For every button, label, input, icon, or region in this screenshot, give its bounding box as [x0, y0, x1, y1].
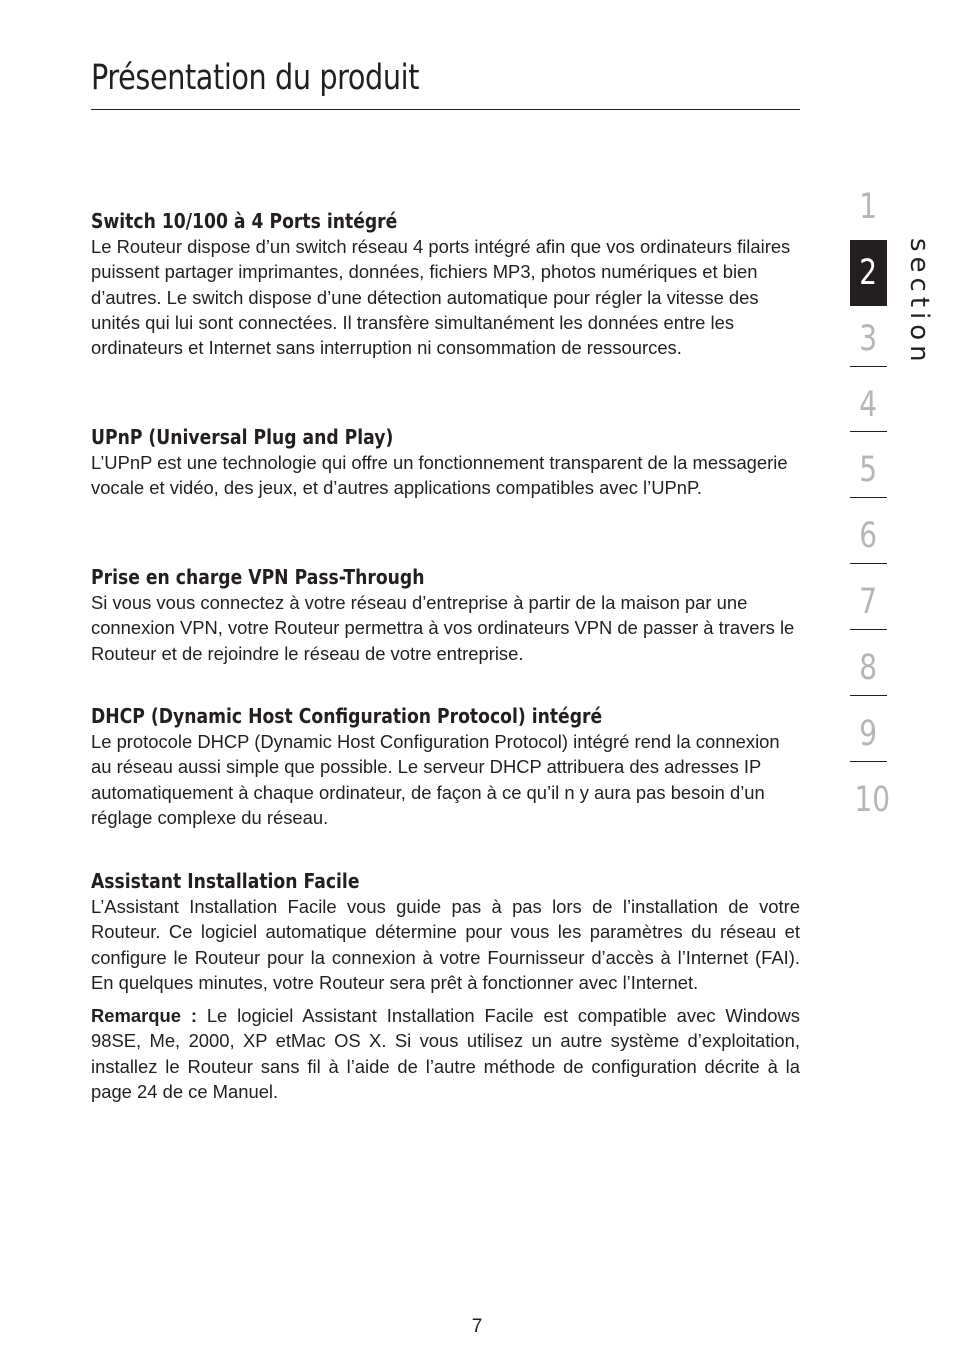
nav-divider: [850, 563, 887, 564]
nav-item-4[interactable]: 4: [859, 385, 878, 425]
nav-divider: [850, 366, 887, 367]
nav-item-9[interactable]: 9: [859, 714, 878, 754]
nav-item-5[interactable]: 5: [859, 450, 878, 490]
nav-item-8[interactable]: 8: [859, 648, 878, 688]
nav-divider: [850, 431, 887, 432]
section-heading: DHCP (Dynamic Host Configuration Protocol) intégré: [91, 704, 603, 728]
note-text: Le logiciel Assistant Installation Facile est compatible avec Windows 98SE, Me, 2000, XP etMac OS X. Si vous utilisez un autre système d’exploitation, installez le Routeur sans fil à l’aide de l’autre méthode de configuration décrite à la page 24 de ce Manuel.: [91, 1005, 800, 1103]
nav-divider: [850, 761, 887, 762]
nav-item-6[interactable]: 6: [859, 516, 878, 556]
section-label: section: [904, 238, 934, 367]
section-body: Si vous vous connectez à votre réseau d’entreprise à partir de la maison par une connexion VPN, votre Routeur permettra à vos ordinateurs VPN de passer à travers le Routeur et de rejoindre le réseau de votre entreprise.: [91, 592, 795, 664]
section-heading: Prise en charge VPN Pass-Through: [91, 565, 425, 589]
section-body: Le protocole DHCP (Dynamic Host Configuration Protocol) intégré rend la connexion au réseau aussi simple que possible. Le serveur DHCP attribuera des adresses IP automatiquement à chaque ordinateur, de façon à ce qu’il n y aura pas besoin d’un réglage complexe du réseau.: [91, 731, 780, 828]
page-number: 7: [471, 1316, 483, 1337]
nav-divider: [850, 497, 887, 498]
nav-divider: [850, 695, 887, 696]
section-body: Le Routeur dispose d’un switch réseau 4 ports intégré afin que vos ordinateurs filaires puissent partager imprimantes, données, fichiers MP3, photos numériques et bien d’autres. Le switch dispose d’une détection automatique pour régler la vitesse des unités qui lui sont connectées. Il transfère simultanément les données entre les ordinateurs et Internet sans interruption ni consommation de ressources.: [91, 236, 791, 359]
page-title: Présentation du produit: [91, 58, 420, 98]
section-upnp: [91, 424, 800, 501]
section-assistant: [91, 868, 800, 1104]
section-switch: [91, 208, 800, 360]
nav-divider: [850, 629, 887, 630]
section-heading: Switch 10/100 à 4 Ports intégré: [91, 209, 398, 233]
section-body: L’UPnP est une technologie qui offre un fonctionnement transparent de la messagerie vocale et vidéo, des jeux, et d’autres applications compatibles avec l’UPnP.: [91, 452, 788, 499]
section-heading: UPnP (Universal Plug and Play): [91, 425, 394, 449]
nav-item-2[interactable]: 2: [850, 240, 887, 306]
nav-item-10[interactable]: 10: [854, 780, 891, 820]
nav-item-7[interactable]: 7: [859, 582, 878, 622]
section-heading: Assistant Installation Facile: [91, 869, 360, 893]
nav-item-1[interactable]: 1: [859, 187, 878, 227]
title-divider: [91, 109, 800, 110]
section-body: L’Assistant Installation Facile vous guide pas à pas lors de l’installation de votre Routeur. Ce logiciel automatique détermine pour vous les paramètres du réseau et configure le Routeur pour la connexion à votre Fournisseur d’accès à l’Internet (FAI). En quelques minutes, votre Routeur sera prêt à fonctionner avec l’Internet.: [91, 896, 800, 993]
section-dhcp: [91, 703, 800, 830]
section-vpn: [91, 564, 800, 666]
note-paragraph: [91, 1003, 800, 1104]
nav-item-3[interactable]: 3: [859, 319, 878, 359]
note-label: Remarque :: [91, 1005, 197, 1027]
